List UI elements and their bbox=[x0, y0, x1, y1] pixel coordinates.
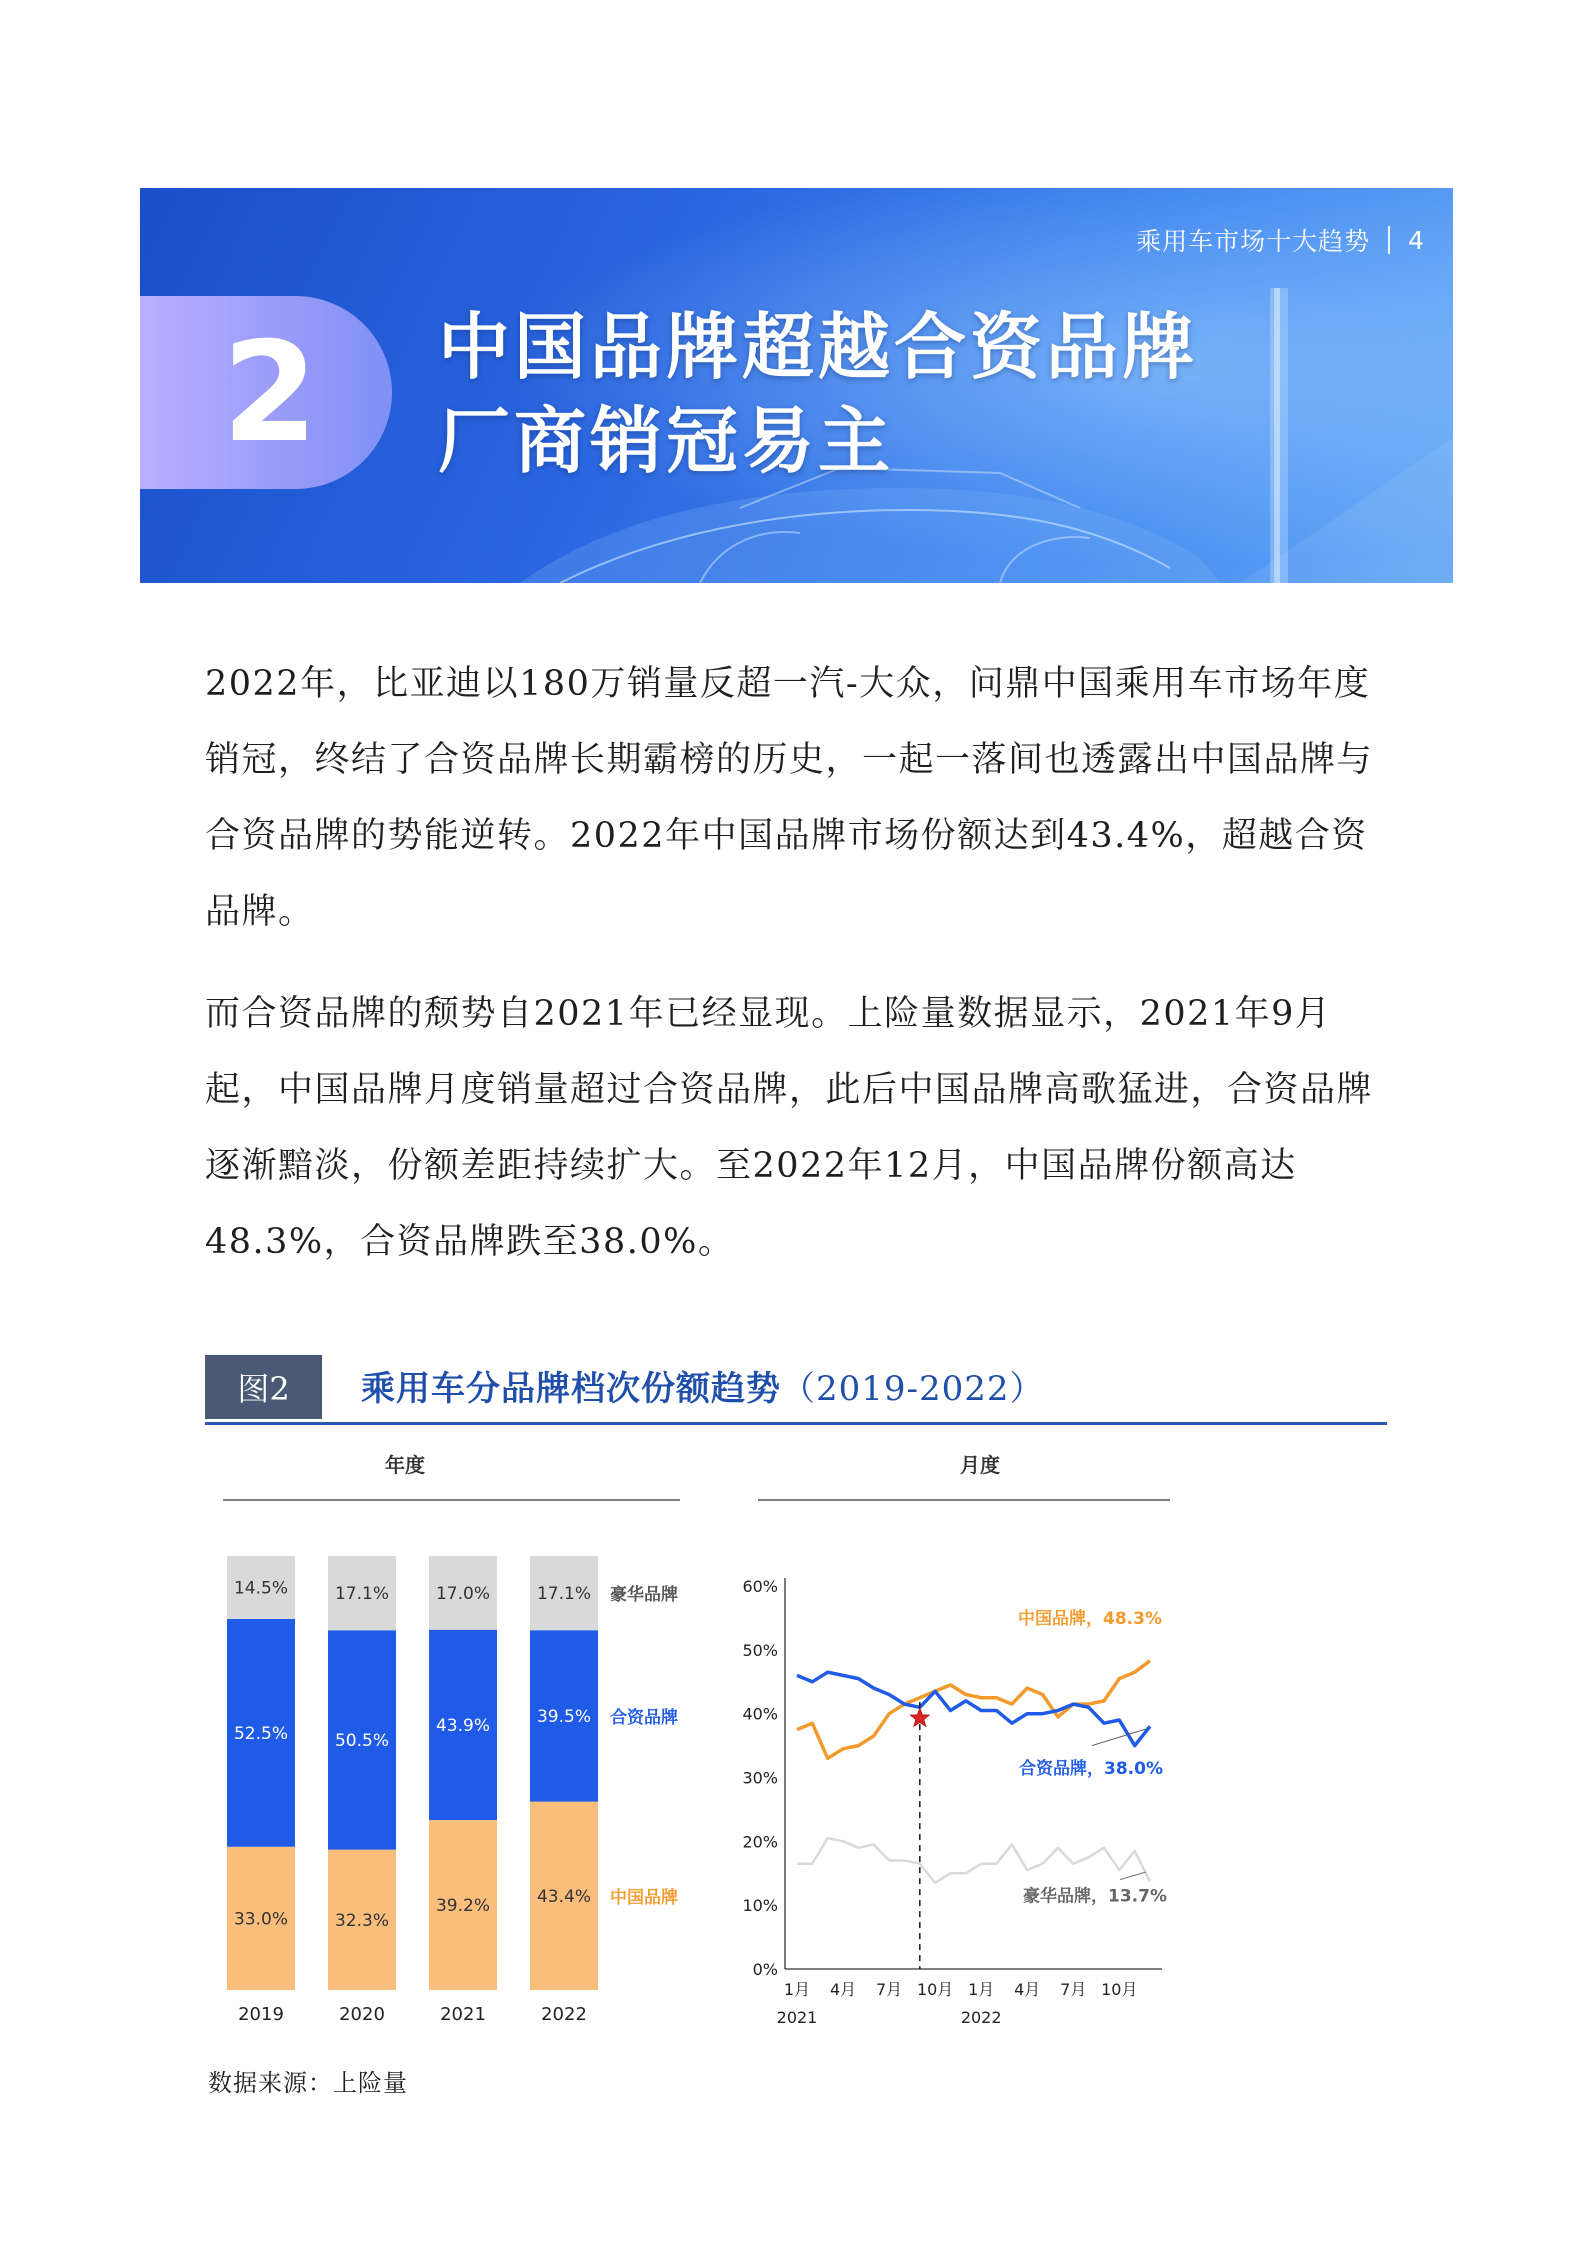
page-number: 4 bbox=[1408, 225, 1425, 255]
section-title-line1: 中国品牌超越合资品牌 bbox=[438, 305, 1199, 389]
annual-chart-title: 年度 bbox=[385, 1453, 425, 1477]
running-head-divider bbox=[1388, 226, 1390, 254]
monthly-series-end-label: 合资品牌，38.0% bbox=[1019, 1758, 1163, 1779]
monthly-x-tick-label: 10月 bbox=[916, 1980, 954, 1999]
monthly-y-tick-label: 10% bbox=[742, 1896, 778, 1916]
monthly-series-end-label: 中国品牌，48.3% bbox=[1018, 1608, 1162, 1629]
monthly-x-tick-label: 10月 bbox=[1101, 1980, 1138, 1999]
monthly-y-tick-label: 30% bbox=[742, 1768, 778, 1788]
monthly-year-label: 2021 bbox=[776, 2008, 818, 2027]
monthly-y-tick-label: 40% bbox=[742, 1704, 778, 1724]
section-number-pill bbox=[140, 296, 392, 489]
section-banner bbox=[140, 188, 1453, 583]
running-head bbox=[1136, 222, 1425, 258]
figure-title-years: （2019-2022） bbox=[781, 1369, 1045, 1409]
annual-x-tick-label: 2019 bbox=[238, 2004, 284, 2025]
figure-header bbox=[205, 1355, 1387, 1427]
monthly-x-tick-label: 1月 bbox=[783, 1980, 811, 1999]
annual-bar-value-label: 17.1% bbox=[536, 1584, 592, 1605]
annual-bar-value-label: 33.0% bbox=[233, 1909, 289, 1930]
monthly-x-tick-label: 4月 bbox=[1014, 1980, 1041, 1999]
monthly-series-end-label: 豪华品牌，13.7% bbox=[1023, 1886, 1167, 1907]
annual-bar-value-label: 52.5% bbox=[233, 1723, 289, 1744]
monthly-label-leader bbox=[1120, 1872, 1146, 1880]
annual-legend-label: 中国品牌 bbox=[610, 1887, 678, 1908]
annual-bar-value-label: 39.5% bbox=[536, 1706, 592, 1727]
section-title-line2: 厂商销冠易主 bbox=[438, 399, 895, 483]
annual-bar-value-label: 43.9% bbox=[435, 1715, 491, 1736]
figure-rule bbox=[205, 1422, 1387, 1425]
monthly-x-tick-label: 1月 bbox=[968, 1980, 995, 1999]
section-number: 2 bbox=[221, 311, 319, 473]
data-source-note: 数据来源：上险量 bbox=[208, 2069, 408, 2097]
annual-bar-value-label: 17.1% bbox=[334, 1584, 390, 1605]
annual-bar-value-label: 50.5% bbox=[334, 1730, 390, 1751]
figure-badge: 图2 bbox=[205, 1355, 322, 1419]
annual-legend-label: 豪华品牌 bbox=[610, 1585, 678, 1606]
figure-title bbox=[361, 1361, 1045, 1410]
monthly-x-tick-label: 4月 bbox=[829, 1980, 857, 1999]
annual-x-tick-label: 2020 bbox=[339, 2004, 385, 2025]
running-title: 乘用车市场十大趋势 bbox=[1136, 227, 1371, 256]
body-paragraph-1: 2022年，比亚迪以180万销量反超一汽-大众，问鼎中国乘用车市场年度销冠，终结了合资品牌长期霸榜的历史，一起一落间也透露出中国品牌与合资品牌的势能逆转。2022年中国品牌市场份额达到43.4%，超越合资品牌。 bbox=[205, 664, 1374, 932]
monthly-y-tick-label: 20% bbox=[742, 1832, 778, 1852]
monthly-y-tick-label: 60% bbox=[742, 1577, 778, 1596]
monthly-series-line bbox=[797, 1672, 1150, 1745]
section-title bbox=[438, 300, 1198, 488]
crossover-star-icon bbox=[910, 1708, 929, 1726]
monthly-series-line bbox=[797, 1838, 1150, 1883]
body-paragraph-2: 而合资品牌的颓势自2021年已经显现。上险量数据显示，2021年9月起，中国品牌月度销量超过合资品牌，此后中国品牌高歌猛进，合资品牌逐渐黯淡，份额差距持续扩大。至2022年12月，中国品牌份额高达48.3%，合资品牌跌至38.0%。 bbox=[205, 994, 1374, 1262]
annual-legend-label: 合资品牌 bbox=[610, 1707, 678, 1728]
monthly-x-tick-label: 7月 bbox=[875, 1980, 903, 1999]
monthly-year-label: 2022 bbox=[960, 2008, 1002, 2027]
figure-charts bbox=[205, 1438, 1405, 2038]
monthly-y-tick-label: 0% bbox=[752, 1960, 778, 1979]
annual-bar-value-label: 32.3% bbox=[334, 1910, 390, 1931]
annual-bar-value-label: 39.2% bbox=[435, 1896, 491, 1917]
monthly-y-tick-label: 50% bbox=[742, 1640, 778, 1660]
figure-title-text: 乘用车分品牌档次份额趋势 bbox=[361, 1369, 781, 1409]
monthly-chart-title: 月度 bbox=[960, 1453, 1000, 1477]
annual-bar-value-label: 17.0% bbox=[435, 1583, 491, 1604]
annual-bar-value-label: 14.5% bbox=[233, 1578, 289, 1599]
annual-x-tick-label: 2021 bbox=[440, 2004, 486, 2025]
annual-bar-value-label: 43.4% bbox=[536, 1886, 592, 1907]
monthly-x-tick-label: 7月 bbox=[1060, 1980, 1087, 1999]
annual-x-tick-label: 2022 bbox=[541, 2004, 587, 2025]
